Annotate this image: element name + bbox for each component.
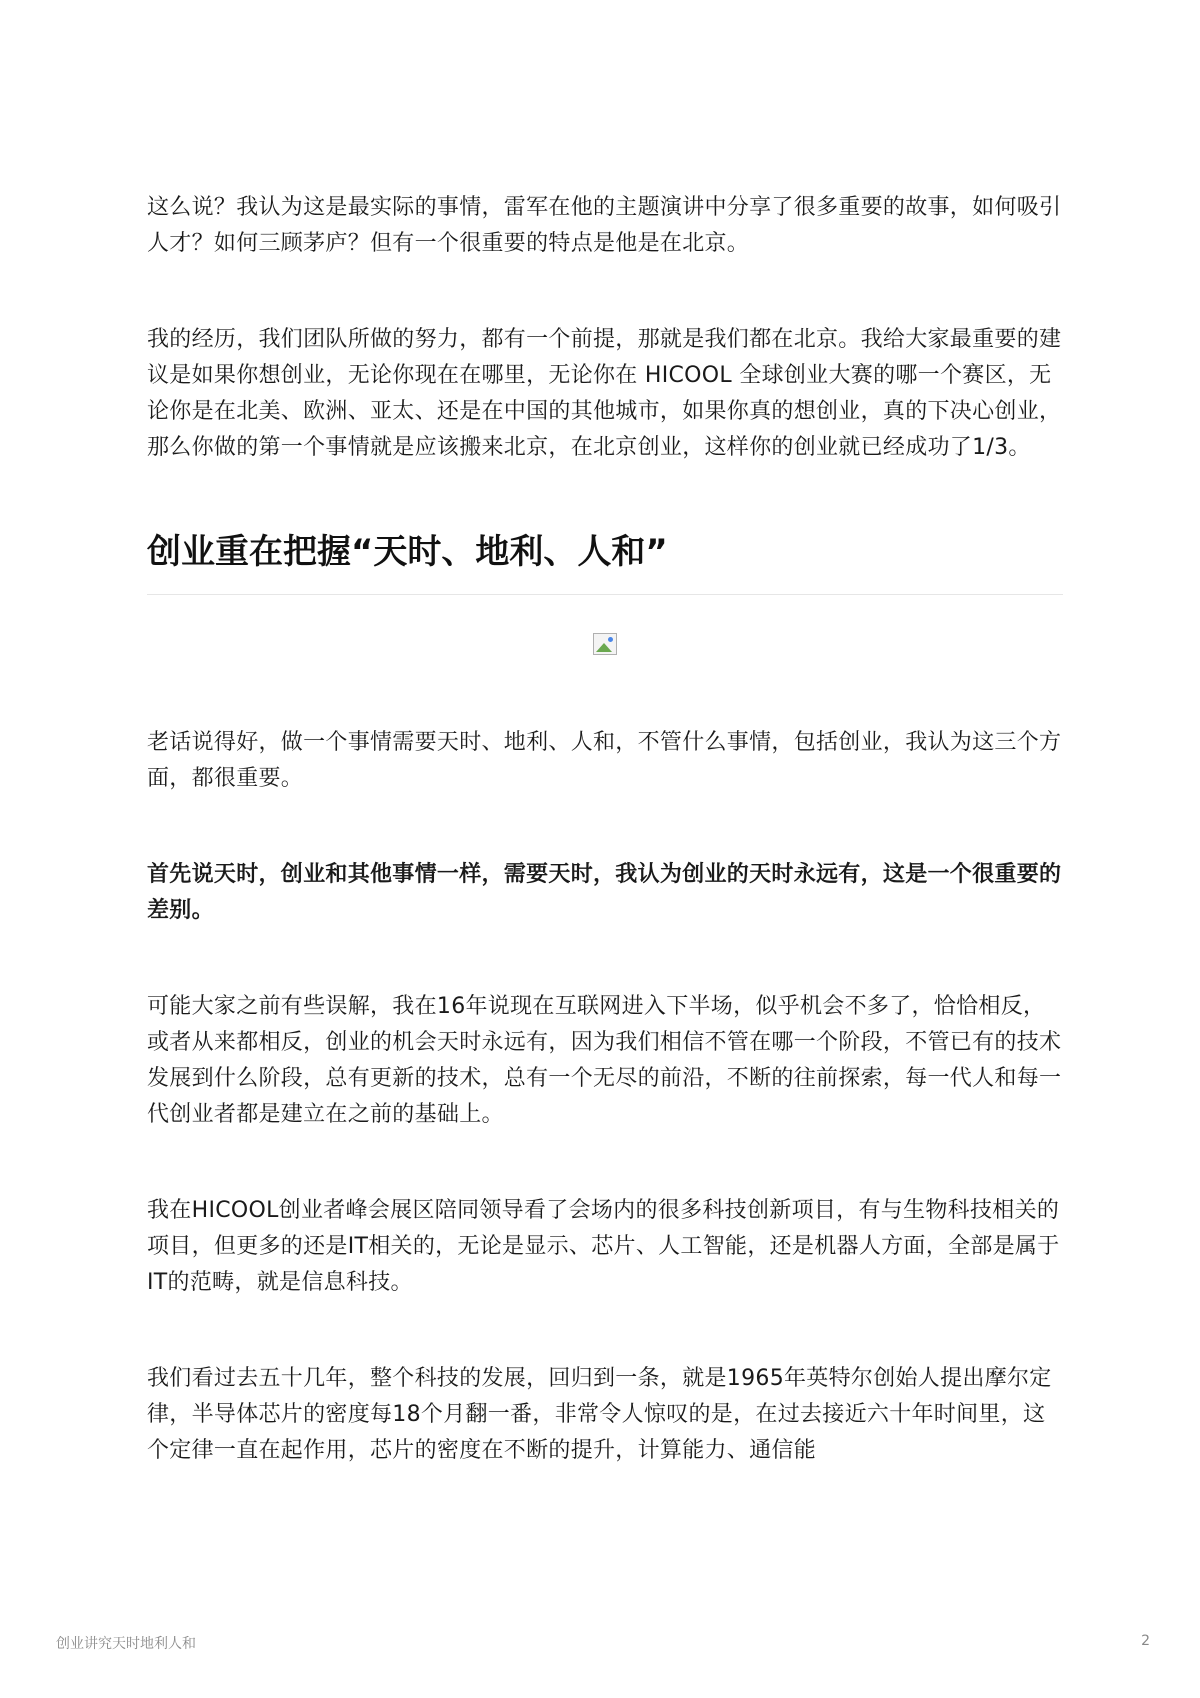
image-mountain-glyph bbox=[596, 643, 612, 652]
paragraph: 我在HICOOL创业者峰会展区陪同领导看了会场内的很多科技创新项目，有与生物科技相关的项目，但更多的还是IT相关的，无论是显示、芯片、人工智能，还是机器人方面，全部是属于IT的范畴，就是信息科技。 bbox=[147, 1198, 1060, 1295]
document-body bbox=[147, 190, 1063, 1469]
footer-page-number: 2 bbox=[1141, 1633, 1150, 1649]
paragraph: 我们看过去五十几年，整个科技的发展，回归到一条，就是1965年英特尔创始人提出摩尔定律，半导体芯片的密度每18个月翻一番，非常令人惊叹的是，在过去接近六十年时间里，这个定律一直在起作用，芯片的密度在不断的提升，计算能力、通信能 bbox=[147, 1366, 1052, 1463]
footer-document-title: 创业讲究天时地利人和 bbox=[56, 1636, 196, 1652]
section-heading: 创业重在把握“天时、地利、人和” bbox=[147, 532, 668, 572]
heading-divider bbox=[147, 594, 1063, 595]
paragraph: 我的经历，我们团队所做的努力，都有一个前提，那就是我们都在北京。我给大家最重要的建议是如果你想创业，无论你现在在哪里，无论你在 HICOOL 全球创业大赛的哪一个赛区，无论你是在北美、欧洲、亚太、还是在中国的其他城市，如果你真的想创业，真的下决心创业，那么你做的第一个事情就是应该搬来北京，在北京创业，这样你的创业就已经成功了1/3。 bbox=[147, 327, 1062, 460]
bold-paragraph: 首先说天时，创业和其他事情一样，需要天时，我认为创业的天时永远有，这是一个很重要的差别。 bbox=[147, 862, 1062, 923]
paragraph: 老话说得好，做一个事情需要天时、地利、人和，不管什么事情，包括创业，我认为这三个方面，都很重要。 bbox=[147, 730, 1062, 791]
paragraph: 可能大家之前有些误解，我在16年说现在互联网进入下半场，似乎机会不多了，恰恰相反，或者从来都相反，创业的机会天时永远有，因为我们相信不管在哪一个阶段，不管已有的技术发展到什么阶段，总有更新的技术，总有一个无尽的前沿，不断的往前探索，每一代人和每一代创业者都是建立在之前的基础上。 bbox=[147, 994, 1062, 1127]
image-sun-glyph bbox=[608, 637, 613, 642]
paragraph: 这么说？我认为这是最实际的事情，雷军在他的主题演讲中分享了很多重要的故事，如何吸引人才？如何三顾茅庐？但有一个很重要的特点是他是在北京。 bbox=[147, 195, 1062, 256]
broken-image-icon bbox=[593, 633, 617, 655]
